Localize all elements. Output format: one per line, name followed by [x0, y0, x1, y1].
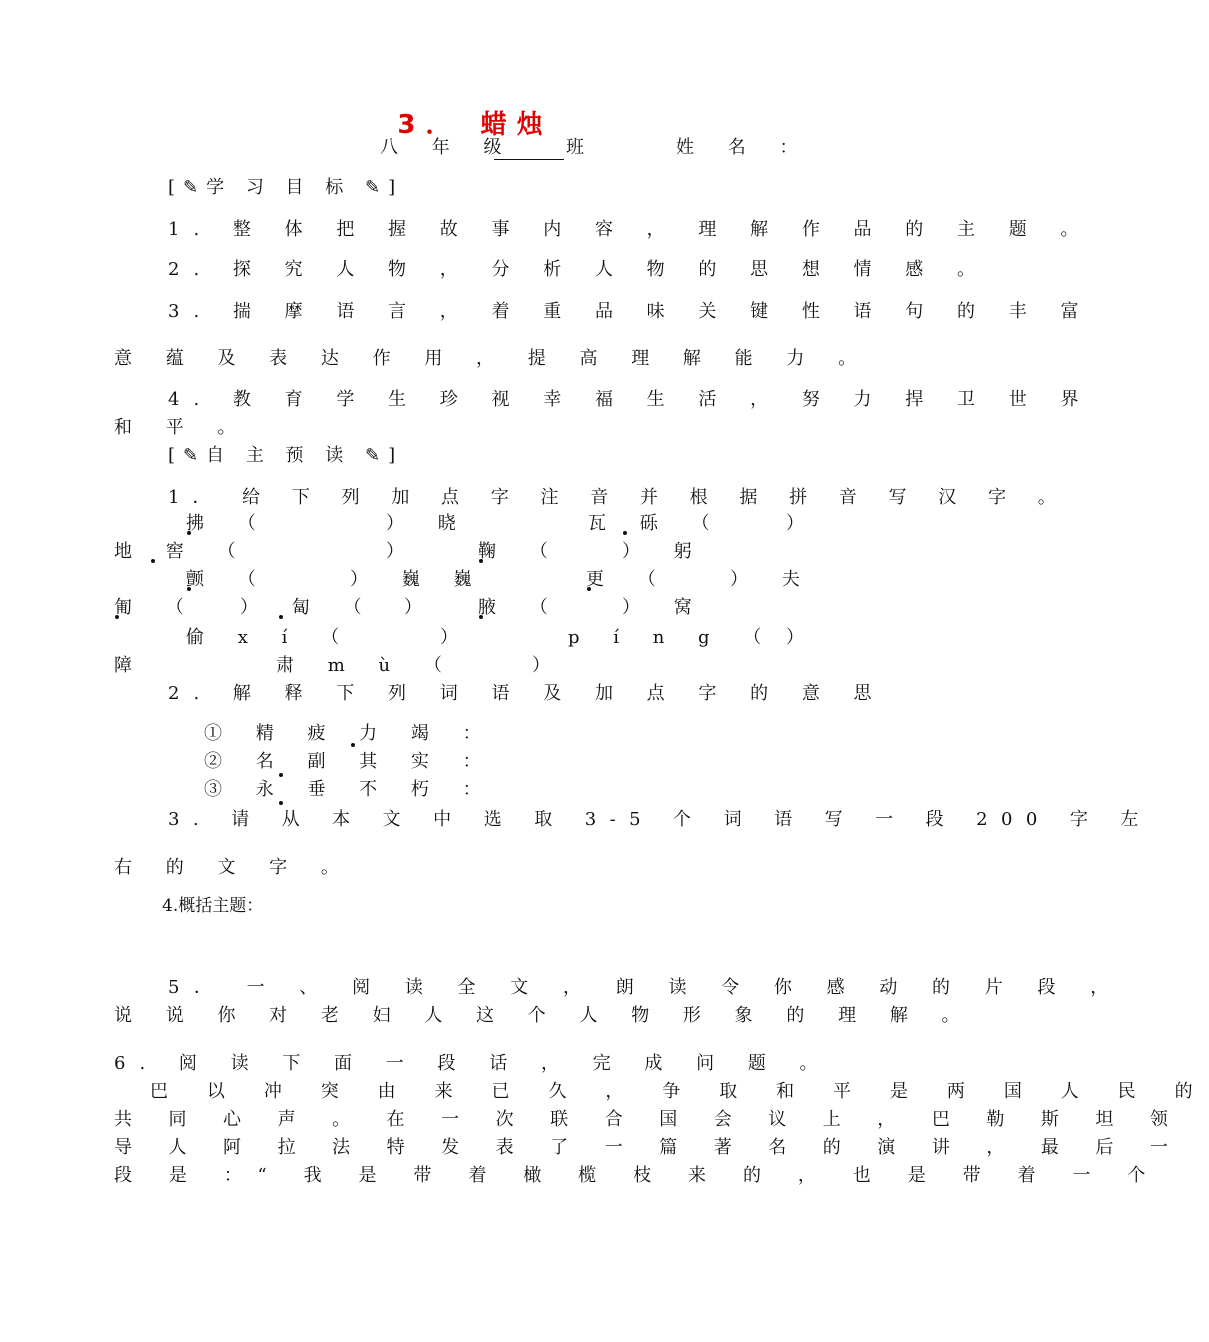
passage-line: 巴 以 冲 突 由 来 已 久 ， 争 取 和 平 是 两 国 人 民 的 — [150, 1081, 1209, 1102]
pinyin-item: 障 — [114, 655, 146, 676]
question-2-item: ① 精 疲 力 竭 ： — [204, 723, 495, 744]
goal-3-line2: 意 蕴 及 表 达 作 用 ， 提 高 理 解 能 力 。 — [114, 348, 871, 369]
pinyin-item: ） 夫 — [730, 569, 814, 590]
question-2: 2. 解 释 下 列 词 语 及 加 点 字 的 意 思 — [168, 683, 886, 704]
pinyin-item: 偷 x í （ — [186, 627, 354, 648]
pinyin-item: ） 晓 — [386, 513, 470, 534]
passage-line: 段 是 ：“ 我 是 带 着 橄 榄 枝 来 的 ， 也 是 带 着 一 个 — [114, 1165, 1161, 1186]
section-self-preview: [✎自 主 预 读 ✎] — [168, 445, 404, 466]
pinyin-item: 拂 （ — [186, 513, 270, 534]
pinyin-item: 匍 （ — [114, 597, 198, 618]
passage-line: 共 同 心 声 。 在 一 次 联 合 国 会 议 上 ， 巴 勒 斯 坦 领 — [114, 1109, 1184, 1130]
question-3-line1: 3. 请 从 本 文 中 选 取 3-5 个 词 语 写 一 段 200 字 左 — [168, 809, 1152, 830]
pinyin-item: ） 窝 — [622, 597, 706, 618]
question-1: 1． 给 下 列 加 点 字 注 音 并 根 据 拼 音 写 汉 字 。 — [168, 487, 1069, 508]
pinyin-item: 鞠 （ — [478, 541, 562, 562]
question-5-line1: 5． 一 、 阅 读 全 文 ， 朗 读 令 你 感 动 的 片 段 ， — [168, 977, 1123, 998]
goal-3-line1: 3. 揣 摩 语 言 ， 着 重 品 味 关 键 性 语 句 的 丰 富 — [168, 301, 1093, 322]
question-2-item: ③ 永 垂 不 朽 ： — [204, 779, 495, 800]
pinyin-item: ） — [786, 627, 818, 648]
pinyin-item: ） — [786, 513, 818, 534]
pinyin-item: ） — [404, 597, 436, 618]
section-learning-goals: [✎学 习 目 标 ✎] — [168, 177, 404, 198]
question-3-line2: 右 的 文 字 。 — [114, 857, 353, 878]
class-label: 班 — [566, 137, 584, 158]
goal-4-line1: 4. 教 育 学 生 珍 视 幸 福 生 活 ， 努 力 捍 卫 世 界 — [168, 389, 1093, 410]
question-4: 4.概括主题： — [162, 896, 264, 916]
pinyin-item: 更 （ — [586, 569, 670, 590]
question-5-line2: 说 说 你 对 老 妇 人 这 个 人 物 形 象 的 理 解 。 — [114, 1005, 974, 1026]
pinyin-item: 地 窖 （ — [114, 541, 250, 562]
goal-4-line2: 和 平 。 — [114, 417, 250, 438]
class-field — [494, 136, 584, 160]
pinyin-item: 腋 （ — [478, 597, 562, 618]
pinyin-item: ） — [532, 655, 564, 676]
question-2-item: ② 名 副 其 实 ： — [204, 751, 495, 772]
pinyin-item: ） 匐 （ — [240, 597, 376, 618]
pinyin-item: ） 躬 — [622, 541, 706, 562]
pinyin-item: 瓦 砾 （ — [588, 513, 724, 534]
question-6-title: 6. 阅 读 下 面 一 段 话 ， 完 成 问 题 。 — [114, 1053, 832, 1074]
passage-line: 导 人 阿 拉 法 特 发 表 了 一 篇 著 名 的 演 讲 ， 最 后 一 — [114, 1137, 1184, 1158]
name-label: 姓 名 ： — [676, 137, 812, 158]
pinyin-item: ） — [386, 541, 418, 562]
goal-1: 1. 整 体 把 握 故 事 内 容 ， 理 解 作 品 的 主 题 。 — [168, 219, 1093, 240]
pinyin-item: ） — [440, 627, 472, 648]
grade-label: 八 年 级 — [380, 137, 516, 158]
pinyin-item: 肃 m ù （ — [276, 655, 456, 676]
class-blank — [494, 141, 564, 160]
pinyin-item: p í n g （ — [568, 627, 776, 648]
page-title: 3． 蜡烛 — [397, 110, 553, 140]
pinyin-item: ） 巍 巍 — [350, 569, 486, 590]
pinyin-item: 颤 （ — [186, 569, 270, 590]
goal-2: 2. 探 究 人 物 ， 分 析 人 物 的 思 想 情 感 。 — [168, 259, 989, 280]
